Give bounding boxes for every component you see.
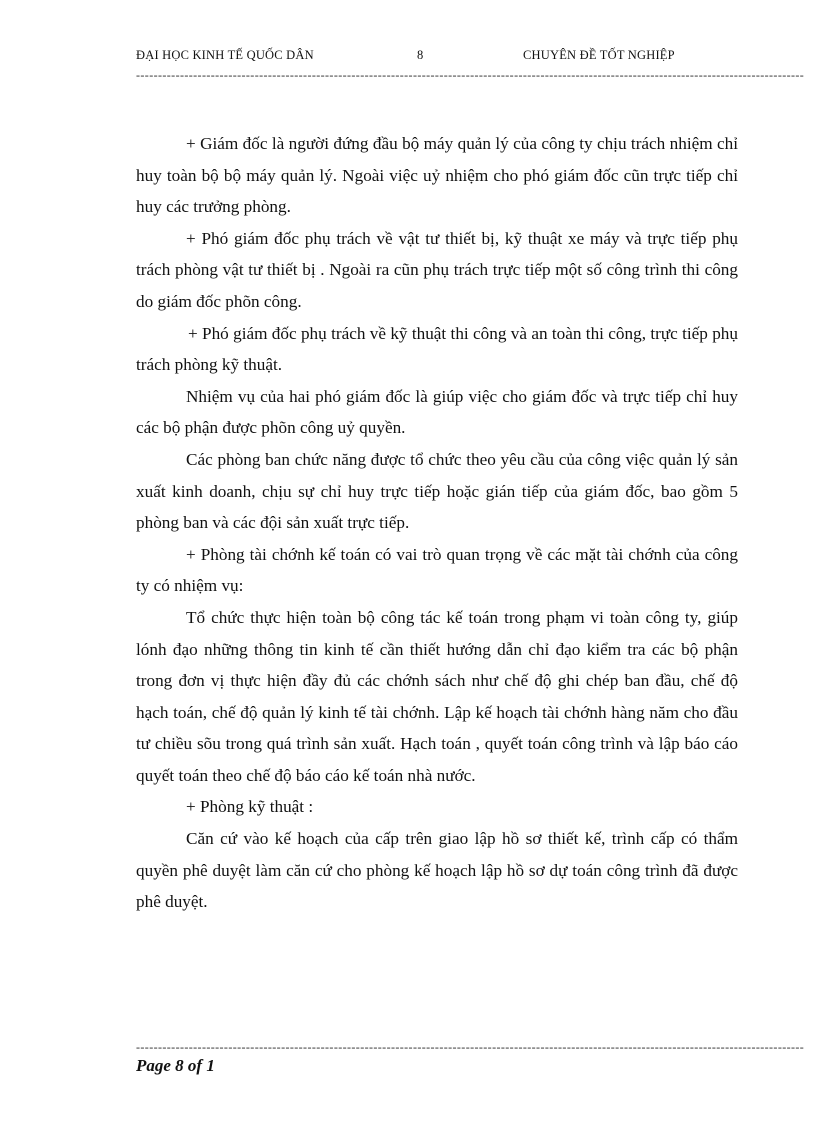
footer-page-label: Page 8 of 1 [136,1056,215,1075]
paragraph: Nhiệm vụ của hai phó giám đốc là giúp việc cho giám đốc và trực tiếp chỉ huy các bộ phận được phõn công uỷ quyền. [136,386,738,438]
page-header [136,48,736,66]
paragraph: + Phòng kỹ thuật : [186,797,314,817]
document-body [136,128,738,918]
header-document-type: CHUYÊN ĐỀ TỐT NGHIỆP [523,48,675,62]
header-separator: -------------------------------------------------------------------------------------------------------------------------------------------------------- [136,68,805,82]
paragraph: Các phòng ban chức năng được tổ chức theo yêu cầu của công việc quản lý sản xuất kinh doanh, chịu sự chỉ huy trực tiếp hoặc gián tiếp của giám đốc, bao gồm 5 phòng ban và các đội sản xuất trực tiếp. [136,449,738,533]
paragraph: Căn cứ vào kế hoạch của cấp trên giao lập hồ sơ thiết kế, trình cấp có thẩm quyền phê duyệt làm căn cứ cho phòng kế hoạch lập hồ sơ dự toán công trình đã được phê duyệt. [136,829,738,912]
paragraph: + Phó giám đốc phụ trách về vật tư thiết bị, kỹ thuật xe máy và trực tiếp phụ trách phòng vật tư thiết bị . Ngoài ra cũn phụ trách trực tiếp một số công trình thi công do giám đốc phõn công. [136,228,738,311]
paragraph: + Phòng tài chớnh kế toán có vai trò quan trọng về các mặt tài chớnh của công ty có nhiệm vụ: [136,544,738,596]
paragraph: Tổ chức thực hiện toàn bộ công tác kế toán trong phạm vi toàn công ty, giúp lónh đạo những thông tin kinh tế cần thiết hướng dẫn chỉ đạo kiểm tra các bộ phận trong đơn vị thực hiện đầy đủ các chớnh sách như chế độ ghi chép ban đầu, chế độ hạch toán, chế độ quản lý kinh tế tài chớnh. Lập kế hoạch tài chớnh hàng năm cho đầu tư chiều sõu trong quá trình sản xuất. Hạch toán , quyết toán công trình và lập báo cáo quyết toán theo chế độ báo cáo kế toán nhà nước. [136,607,738,785]
paragraph: + Giám đốc là người đứng đầu bộ máy quản lý của công ty chịu trách nhiệm chỉ huy toàn bộ bộ máy quản lý. Ngoài việc uỷ nhiệm cho phó giám đốc cũn trực tiếp chỉ huy các trưởng phòng. [136,134,738,217]
header-page-number: 8 [417,48,424,62]
paragraph: + Phó giám đốc phụ trách về kỹ thuật thi công và an toàn thi công, trực tiếp phụ trách phòng kỹ thuật. [136,323,738,375]
header-university: ĐẠI HỌC KINH TẾ QUỐC DÂN [136,48,314,62]
footer-separator: -------------------------------------------------------------------------------------------------------------------------------------------------------- [136,1040,805,1054]
